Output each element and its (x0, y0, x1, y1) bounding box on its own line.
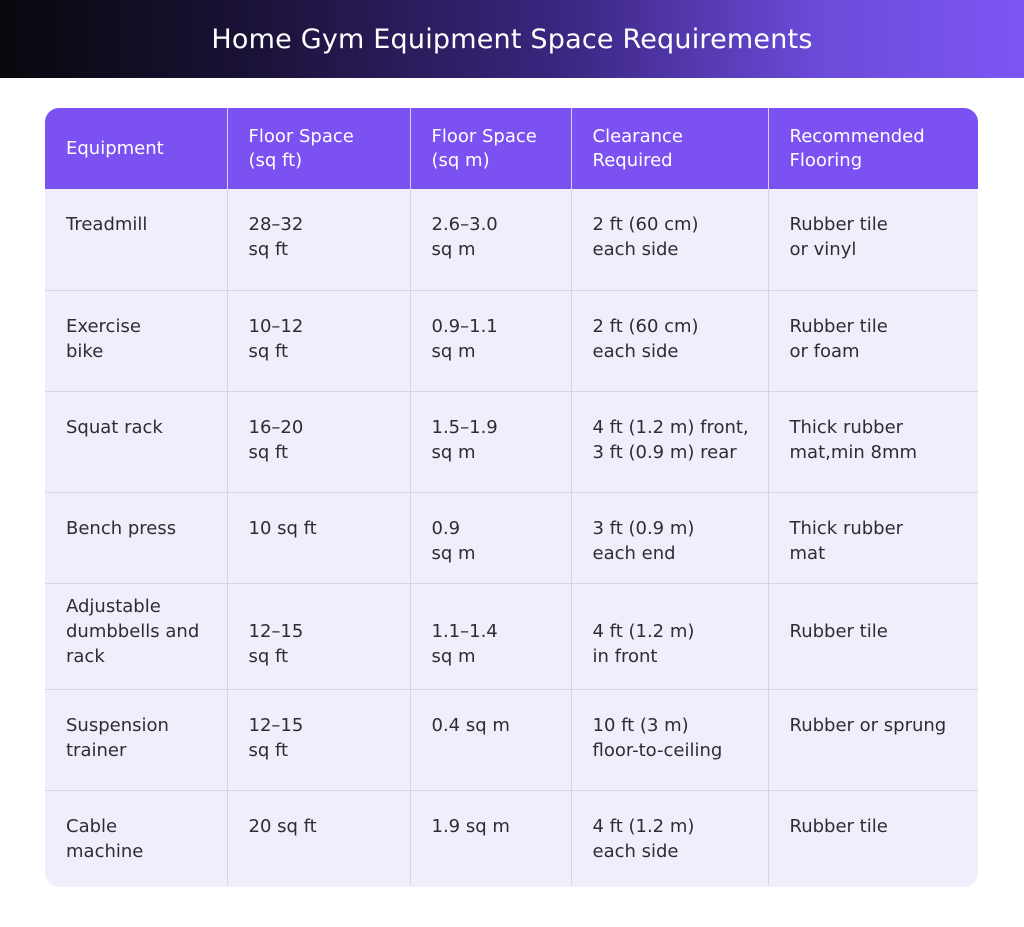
cell-equipment: Suspension trainer (45, 689, 227, 790)
equipment-space-table (45, 108, 978, 885)
cell-floor-sqft: 28–32 sq ft (227, 189, 410, 290)
cell-floor-sqm: 0.9–1.1 sq m (410, 290, 571, 391)
cell-clearance: 2 ft (60 cm) each side (571, 189, 768, 290)
cell-clearance: 10 ft (3 m) floor-to-ceiling (571, 689, 768, 790)
cell-equipment: Treadmill (45, 189, 227, 290)
table-row (45, 189, 978, 290)
cell-clearance: 2 ft (60 cm) each side (571, 290, 768, 391)
cell-floor-sqm: 1.9 sq m (410, 790, 571, 885)
cell-clearance: 4 ft (1.2 m) in front (571, 583, 768, 689)
page-title: Home Gym Equipment Space Requirements (211, 23, 813, 55)
table-row (45, 492, 978, 583)
cell-floor-sqm: 2.6–3.0 sq m (410, 189, 571, 290)
cell-flooring: Rubber tile or vinyl (768, 189, 978, 290)
cell-flooring: Thick rubber mat,min 8mm (768, 391, 978, 492)
cell-equipment: Adjustable dumbbells and rack (45, 583, 227, 689)
table-row (45, 689, 978, 790)
table-row (45, 391, 978, 492)
column-header-flooring: Recommended Flooring (768, 108, 978, 189)
table-row (45, 583, 978, 689)
cell-equipment: Cable machine (45, 790, 227, 885)
column-header-floor-space-sqm: Floor Space (sq m) (410, 108, 571, 189)
cell-floor-sqft: 10 sq ft (227, 492, 410, 583)
cell-floor-sqm: 0.9 sq m (410, 492, 571, 583)
cell-floor-sqft: 16–20 sq ft (227, 391, 410, 492)
cell-flooring: Rubber or sprung (768, 689, 978, 790)
title-banner (0, 0, 1024, 78)
cell-floor-sqm: 1.5–1.9 sq m (410, 391, 571, 492)
cell-floor-sqm: 0.4 sq m (410, 689, 571, 790)
equipment-table-container (45, 108, 978, 887)
cell-equipment: Exercise bike (45, 290, 227, 391)
column-header-equipment: Equipment (45, 108, 227, 189)
table-row (45, 790, 978, 885)
cell-floor-sqft: 12–15 sq ft (227, 689, 410, 790)
cell-floor-sqm: 1.1–1.4 sq m (410, 583, 571, 689)
cell-equipment: Bench press (45, 492, 227, 583)
cell-flooring: Rubber tile (768, 583, 978, 689)
column-header-clearance: Clearance Required (571, 108, 768, 189)
cell-flooring: Rubber tile (789, 815, 888, 837)
cell-floor-sqft: 10–12 sq ft (227, 290, 410, 391)
cell-floor-sqft: 20 sq ft (227, 790, 410, 885)
cell-equipment: Squat rack (45, 391, 227, 492)
cell-clearance: 4 ft (1.2 m) front, 3 ft (0.9 m) rear (571, 391, 768, 492)
table-row (45, 290, 978, 391)
cell-flooring: Thick rubber mat (768, 492, 978, 583)
cell-clearance: 3 ft (0.9 m) each end (571, 492, 768, 583)
column-header-floor-space-sqft: Floor Space (sq ft) (227, 108, 410, 189)
table-header-row (45, 108, 978, 189)
cell-clearance: 4 ft (1.2 m) each side (571, 790, 768, 885)
cell-flooring: Rubber tile or foam (768, 290, 978, 391)
cell-floor-sqft: 12–15 sq ft (227, 583, 410, 689)
